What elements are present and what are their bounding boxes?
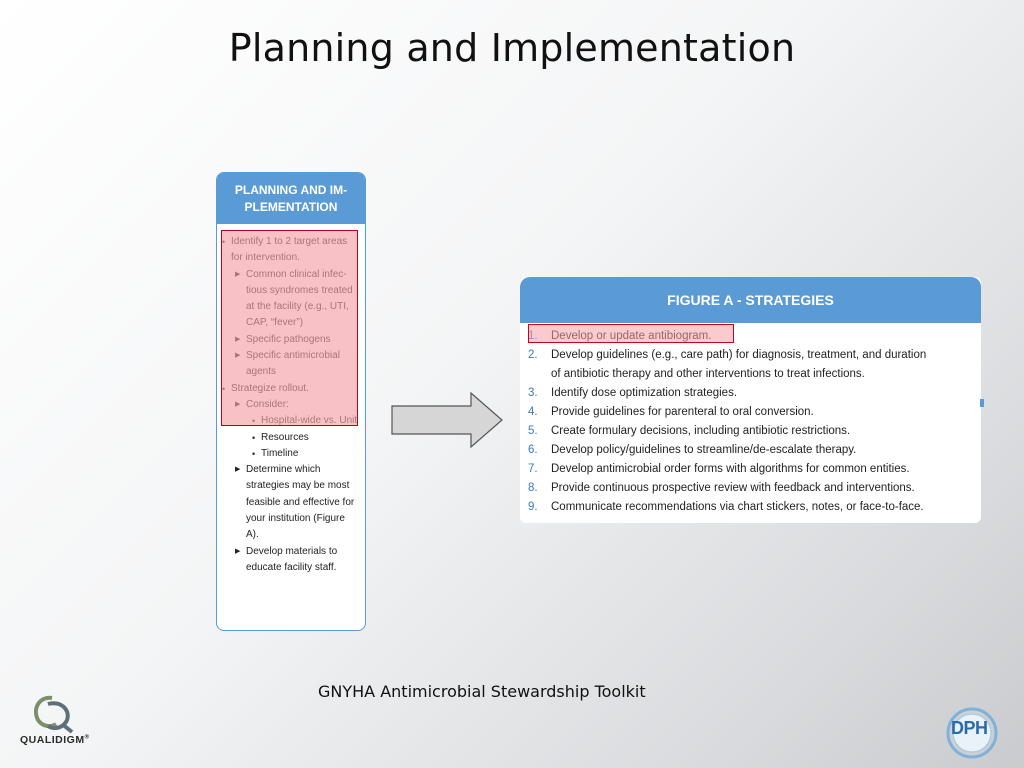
planning-line: ▶ Determine which bbox=[221, 462, 365, 478]
planning-line: ▶ Develop materials to bbox=[221, 544, 365, 560]
qualidigm-mark-icon bbox=[22, 694, 82, 738]
strategy-item bbox=[528, 498, 973, 517]
strategy-number: 6. bbox=[528, 444, 538, 456]
strategy-item bbox=[528, 403, 973, 422]
strategy-number: 8. bbox=[528, 482, 538, 494]
strategy-item bbox=[528, 479, 973, 498]
strategy-item bbox=[528, 460, 973, 479]
strategies-card-header: FIGURE A - STRATEGIES bbox=[520, 277, 981, 323]
qualidigm-wordmark: QUALIDIGM® bbox=[20, 734, 90, 746]
strategy-number: 9. bbox=[528, 501, 538, 513]
dph-logo bbox=[945, 706, 999, 760]
strategy-text: Provide guidelines for parenteral to oral conversion. bbox=[551, 406, 814, 418]
planning-line: A). bbox=[246, 529, 259, 541]
strategy-item bbox=[528, 441, 973, 460]
planning-line: strategies may be most bbox=[246, 480, 350, 492]
strategy-number: 5. bbox=[528, 425, 538, 437]
highlight-box-antibiogram bbox=[528, 324, 734, 343]
strategy-item bbox=[528, 346, 973, 384]
card-accent-mark bbox=[980, 399, 984, 407]
right-arrow-icon bbox=[391, 392, 503, 448]
strategy-text: Communicate recommendations via chart stickers, notes, or face-to-face. bbox=[551, 501, 924, 513]
strategy-text: Develop policy/guidelines to streamline/de-escalate therapy. bbox=[551, 444, 857, 456]
planning-card-header: PLANNING AND IM-PLEMENTATION bbox=[217, 173, 365, 224]
strategy-text: Create formulary decisions, including antibiotic restrictions. bbox=[551, 425, 851, 437]
strategy-number: 7. bbox=[528, 463, 538, 475]
planning-line: • Timeline bbox=[221, 446, 365, 462]
strategy-text: Develop guidelines (e.g., care path) for diagnosis, treatment, and duration bbox=[551, 349, 927, 361]
strategy-text: Identify dose optimization strategies. bbox=[551, 387, 738, 399]
strategy-item bbox=[528, 422, 973, 441]
highlight-box bbox=[221, 230, 358, 426]
strategy-text: Provide continuous prospective review with feedback and interventions. bbox=[551, 482, 915, 494]
dph-wordmark: DPH bbox=[951, 718, 988, 738]
strategy-text: Develop antimicrobial order forms with algorithms for common entities. bbox=[551, 463, 910, 475]
strategy-text: of antibiotic therapy and other interventions to treat infections. bbox=[551, 368, 865, 380]
strategies-list bbox=[520, 323, 981, 517]
strategies-card bbox=[520, 277, 981, 523]
planning-line: educate facility staff. bbox=[246, 561, 337, 573]
strategy-number: 3. bbox=[528, 387, 538, 399]
planning-line: feasible and effective for bbox=[246, 496, 355, 508]
planning-line: your institution (Figure bbox=[246, 513, 345, 525]
footer-text: GNYHA Antimicrobial Stewardship Toolkit bbox=[318, 682, 646, 701]
slide-title: Planning and Implementation bbox=[228, 26, 796, 70]
qualidigm-logo bbox=[18, 694, 110, 754]
planning-line: • Resources bbox=[221, 430, 365, 446]
strategy-item bbox=[528, 384, 973, 403]
strategy-number: 4. bbox=[528, 406, 538, 418]
strategy-number: 2. bbox=[528, 349, 538, 361]
